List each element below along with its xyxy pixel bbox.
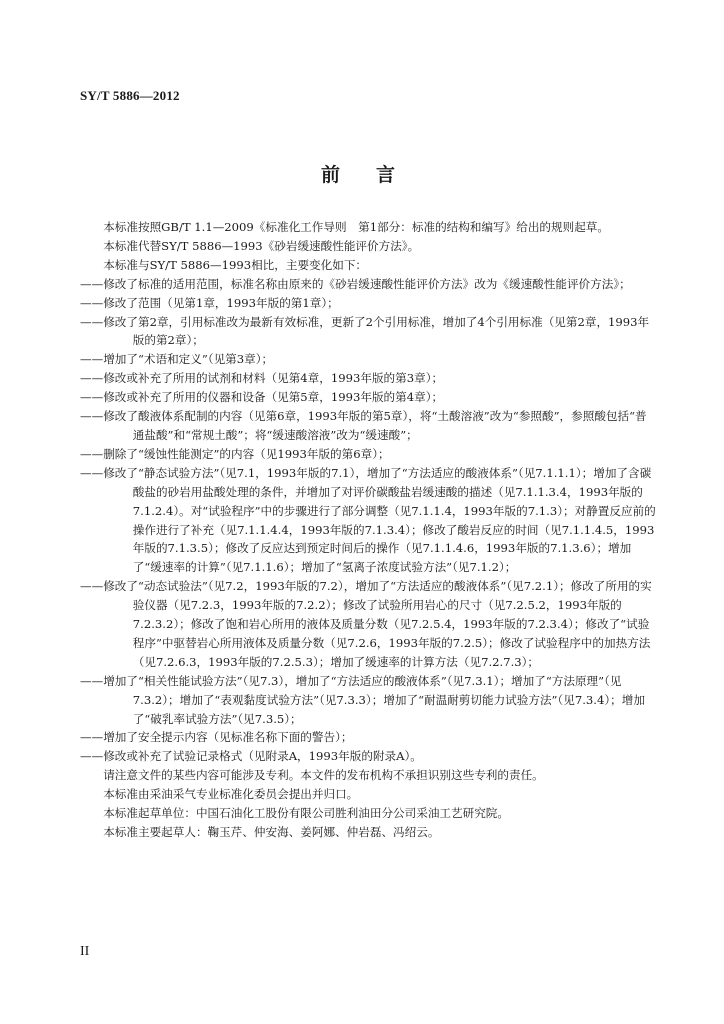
change-item: ——修改了酸液体系配制的内容（见第6章，1993年版的第5章），将“土酸溶液”改为“参照酸”，参照酸包括“普通盐酸”和“常规土酸”；将“缓速酸溶液”改为“缓速酸”； [80,409,647,442]
paragraph-changes-intro: 本标准与SY/T 5886—1993相比，主要变化如下： [103,257,368,272]
change-item: ——增加了“相关性能试验方法”（见7.3），增加了“方法适应的酸液体系”（见7.3.1）；增加了“方法原理”（见7.3.2）；增加了“表观黏度试验方法”（见7.3.3）；增加了“耐温耐剪切能力试验方法”（见7.3.4）；增加了“破乳率试验方法”（见7.3.5）； [80,673,645,726]
change-item: ——增加了安全提示内容（见标准名称下面的警告）； [80,730,353,745]
standard-code-header: SY/T 5886—2012 [80,88,180,103]
change-item: ——修改了“静态试验方法”（见7.1，1993年版的7.1），增加了“方法适应的酸液体系”（见7.1.1.1）；增加了含碳酸盐的砂岩用盐酸处理的条件，并增加了对评价碳酸盐岩缓速酸的描述（见7.1.1.3.4，1993年版的7.1.2.4）。对“试验程序”中的步骤进行了部分调整（见7.1.1.4，1993年版的7.1.3）；对静置反应前的操作进行了补充（见7.1.1.4.4，1993年版的7.1.3.4）；修改了酸岩反应的时间（见7.1.1.4.5，1993年版的7.1.3.5）；修改了反应达到预定时间后的操作（见7.1.1.4.6，1993年版的7.1.3.6）；增加了“缓速率的计算”（见7.1.1.6）；增加了“氢离子浓度试验方法”（见7.1.2）； [80,465,656,575]
paragraph-drafting-unit: 本标准起草单位：中国石油化工股份有限公司胜利油田分公司采油工艺研究院。 [103,806,509,821]
paragraph-replaces: 本标准代替SY/T 5886—1993《砂岩缓速酸性能评价方法》。 [103,238,420,253]
change-item: ——修改或补充了试验记录格式（见附录A，1993年版的附录A）。 [80,749,422,764]
change-item: ——修改了“动态试验法”（见7.2，1993年版的7.2），增加了“方法适应的酸液体系”（见7.2.1）；修改了所用的实验仪器（见7.2.3，1993年版的7.2.2）；修改了试验所用岩心的尺寸（见7.2.5.2，1993年版的7.2.3.2）；修改了饱和岩心所用的液体及质量分数（见7.2.5.4，1993年版的7.2.3.4）；修改了“试验程序”中驱替岩心所用液体及质量分数（见7.2.6，1993年版的7.2.5）；修改了试验程序中的加热方法（见7.2.6.3，1993年版的7.2.5.3）；增加了缓速率的计算方法（见7.2.7.3）； [80,579,652,669]
change-item: ——修改或补充了所用的仪器和设备（见第5章，1993年版的第4章）； [80,390,444,405]
change-item: ——修改了范围（见第1章，1993年版的第1章）； [80,295,339,310]
foreword-title: 前言 [320,164,431,186]
change-item: ——修改了第2章，引用标准改为最新有效标准，更新了2个引用标准，增加了4个引用标准（见第2章，1993年版的第2章）； [80,314,650,348]
change-item: ——修改或补充了所用的试剂和材料（见第4章，1993年版的第3章）； [80,371,444,386]
change-item: ——增加了“术语和定义”（见第3章）； [80,352,274,367]
paragraph-drafting-rules: 本标准按照GB/T 1.1—2009《标准化工作导则 第1部分：标准的结构和编写》给出的规则起草。 [103,220,609,234]
paragraph-proposed-by: 本标准由采油采气专业标准化委员会提出并归口。 [103,787,359,802]
change-item: ——修改了标准的适用范围，标准名称由原来的《砂岩缓速酸性能评价方法》改为《缓速酸性能评价方法》； [80,276,631,291]
foreword-body [80,218,658,842]
page-number: II [80,944,90,959]
paragraph-drafters: 本标准主要起草人：鞠玉芹、仲安海、姜阿娜、仲岩磊、冯绍云。 [103,825,440,839]
paragraph-patent-notice: 请注意文件的某些内容可能涉及专利。本文件的发布机构不承担识别这些专利的责任。 [103,768,544,783]
change-item: ——删除了“缓蚀性能测定”的内容（见1993年版的第6章）； [80,446,390,461]
